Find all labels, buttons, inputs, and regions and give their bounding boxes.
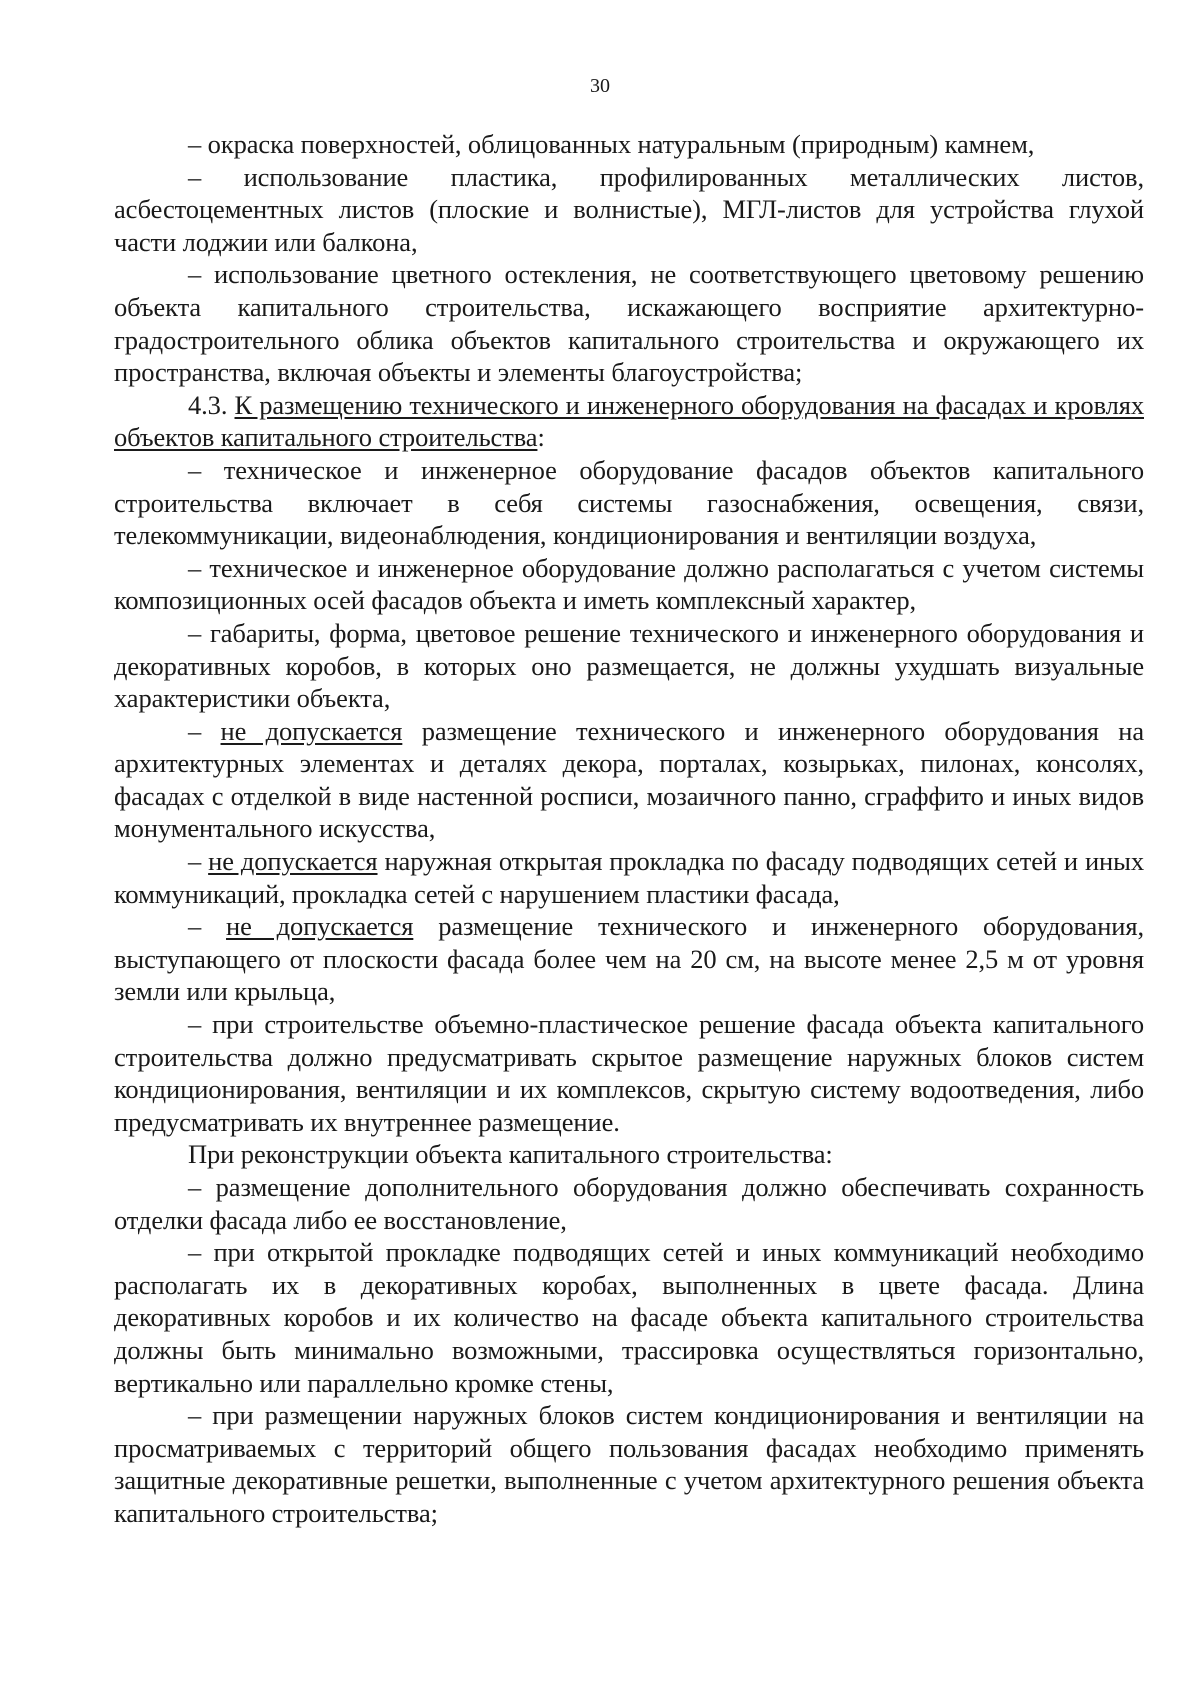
paragraph-hidden-placement: – при строительстве объемно-пластическое решение фасада объекта капитального строительства должно предусматривать скрытое размещение наружных блоков систем кондиционирования, вентиляции и их комплексов, скрытую систему водоотведения, либо предусматривать их внутреннее размещение.: [114, 1009, 1144, 1137]
paragraph-prohibited-protrusion: [114, 910, 1144, 1008]
section-title: К размещению технического и инженерного оборудования на фасадах и кровлях объектов капитального строительства: [114, 389, 1144, 453]
paragraph-prohibited-placement: [114, 715, 1144, 845]
section-title-colon: :: [537, 422, 545, 453]
paragraph-equipment-axes: – техническое и инженерное оборудование должно располагаться с учетом системы композиционных осей фасадов объекта и иметь комплексный характер,: [114, 552, 1144, 616]
paragraph-text: размещение технического и инженерного оборудования, выступающего от плоскости фасада более чем на 20 см, на высоте менее 2,5 м от уровня земли или крыльца,: [114, 911, 1144, 1007]
emphasis-not-allowed: не допускается: [220, 715, 403, 746]
list-dash: –: [188, 911, 227, 942]
paragraph-stone-painting: – окраска поверхностей, облицованных натуральным (природным) камнем,: [188, 129, 1035, 159]
paragraph-prohibited-open-wiring: [114, 845, 1144, 910]
paragraph-reconstruction-intro: При реконструкции объекта капитального строительства:: [188, 1139, 833, 1170]
paragraph-plastic-sheets: – использование пластика, профилированных металлических листов, асбестоцементных листов (плоские и волнистые), МГЛ-листов для устройства глухой части лоджии или балкона,: [114, 161, 1144, 257]
paragraph-decorative-boxes: – при открытой прокладке подводящих сетей и иных коммуникаций необходимо располагать их в декоративных коробах, выполненных в цвете фасада. Длина декоративных коробов и их количество на фасаде объекта капитального строительства должны быть минимально возможными, трассировка осуществляться горизонтально, вертикально или параллельно кромке стены,: [114, 1237, 1144, 1398]
list-dash: –: [188, 846, 209, 877]
paragraph-text: размещение технического и инженерного оборудования на архитектурных элементах и деталях декора, порталах, козырьках, пилонах, консолях, фасадах с отделкой в виде настенной росписи, мозаичного панно, сграффито и иных видов монументального искусства,: [114, 715, 1144, 844]
page-number: 30: [590, 75, 610, 97]
paragraph-equipment-dimensions: – габариты, форма, цветовое решение технического и инженерного оборудования и декоративных коробов, в которых оно размещается, не должны ухудшать визуальные характеристики объекта,: [114, 617, 1144, 714]
paragraph-equipment-systems: – техническое и инженерное оборудование фасадов объектов капитального строительства включает в себя системы газоснабжения, освещения, связи, телекоммуникации, видеонаблюдения, кондиционирования и вентиляции воздуха,: [114, 454, 1144, 551]
list-dash: –: [188, 715, 221, 746]
section-number: 4.3.: [188, 389, 235, 420]
paragraph-finish-preservation: – размещение дополнительного оборудования должно обеспечивать сохранность отделки фасада либо ее восстановление,: [114, 1172, 1144, 1235]
paragraph-colored-glazing: – использование цветного остекления, не соответствующего цветовому решению объекта капитального строительства, искажающего восприятие архитектурно-градостроительного облика объектов капитального строительства и окружающего их пространства, включая объекты и элементы благоустройства;: [114, 259, 1144, 388]
paragraph-text: наружная открытая прокладка по фасаду подводящих сетей и иных коммуникаций, прокладка сетей с нарушением пластики фасада,: [114, 846, 1144, 909]
section-heading-4-3: [114, 389, 1144, 454]
document-body: [114, 128, 1144, 1530]
paragraph-protective-grilles: – при размещении наружных блоков систем кондиционирования и вентиляции на просматриваемых с территорий общего пользования фасадах необходимо применять защитные декоративные решетки, выполненные с учетом архитектурного решения объекта капитального строительства;: [114, 1400, 1144, 1528]
emphasis-not-allowed: не допускается: [226, 911, 414, 942]
emphasis-not-allowed: не допускается: [208, 846, 378, 877]
